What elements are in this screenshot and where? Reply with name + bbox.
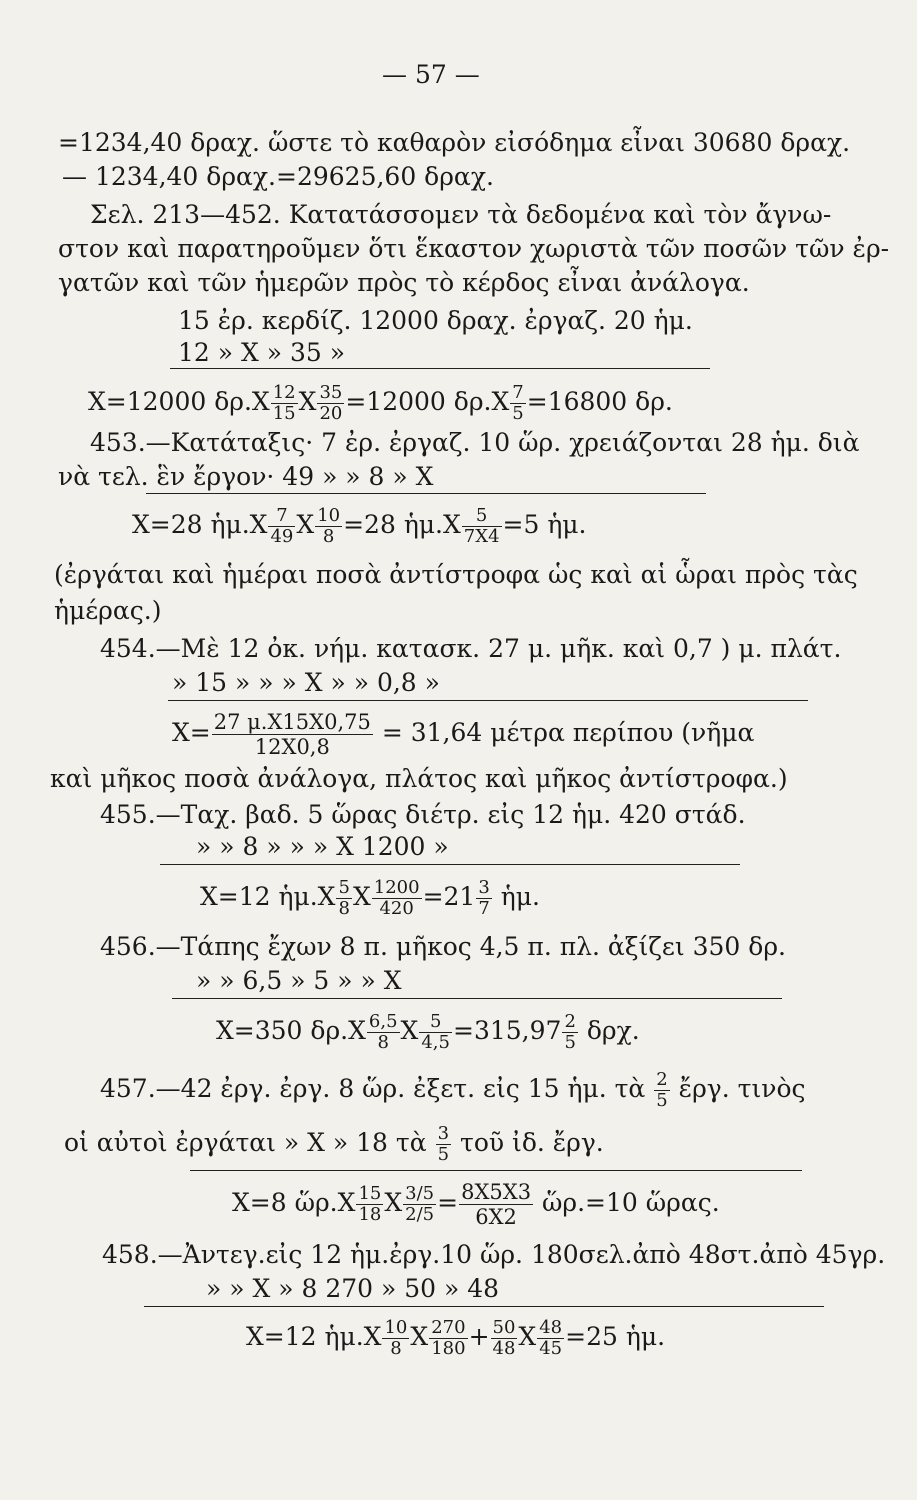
text-line: 12 » X » 35 »: [178, 338, 346, 367]
equation-456: X=350 δρ.X $\frac{6,5}{8}$ X $\frac{5}{4,5}$ =315,97 $\frac{2}{5}$ δρχ.: [216, 1011, 640, 1053]
text-line: 458.—Ἀντεγ.εἰς 12 ἡμ.ἐργ.10 ὥρ. 180σελ.ἀπὸ 48στ.ἀπὸ 45γρ.: [102, 1240, 886, 1269]
divider-rule: [168, 700, 808, 701]
text-line: οἱ αὐτοὶ ἐργάται » X » 18 τὰ $\frac{3}{5}$ τοῦ ἰδ. ἔργ.: [64, 1123, 604, 1165]
text-line: 15 ἐρ. κερδίζ. 12000 δραχ. ἐργαζ. 20 ἡμ.: [178, 306, 693, 335]
text-line: (ἐργάται καὶ ἡμέραι ποσὰ ἀντίστροφα ὡς καὶ αἱ ὧραι πρὸς τὰς: [54, 560, 858, 589]
equation-458: X=12 ἡμ.X $\frac{10}{8}$ X $\frac{270}{180}$ + $\frac{50}{48}$ X $\frac{48}{45}$ =25 ἡμ.: [246, 1317, 666, 1359]
page-number: — 57 —: [382, 60, 480, 89]
text-line-457: 457.—42 ἐργ. ἐργ. 8 ὥρ. ἐξετ. εἰς 15 ἡμ. τὰ $\frac{2}{5}$ ἔργ. τινὸς: [100, 1069, 806, 1111]
divider-rule: [160, 864, 740, 865]
text-line: γατῶν καὶ τῶν ἡμερῶν πρὸς τὸ κέρδος εἶναι ἀνάλογα.: [58, 268, 750, 297]
text-line: καὶ μῆκος ποσὰ ἀνάλογα, πλάτος καὶ μῆκος ἀντίστροφα.): [50, 764, 788, 793]
divider-rule: [190, 1170, 802, 1171]
equation-452: X=12000 δρ.X $\frac{12}{15}$ X $\frac{35}{20}$ =12000 δρ.X $\frac{7}{5}$ =16800 δρ.: [88, 382, 673, 424]
text-line: ἡμέρας.): [54, 596, 162, 625]
text-line: στον καὶ παρατηροῦμεν ὅτι ἕκαστον χωριστὰ τῶν ποσῶν τῶν ἐρ-: [58, 234, 890, 263]
equation-453: X=28 ἡμ.X $\frac{7}{49}$ X $\frac{10}{8}$ =28 ἡμ.X $\frac{5}{7X4}$ =5 ἡμ.: [132, 505, 587, 547]
text-line: » » X » 8 270 » 50 » 48: [206, 1274, 500, 1303]
text-line: =1234,40 δραχ. ὥστε τὸ καθαρὸν εἰσόδημα εἶναι 30680 δραχ.: [58, 128, 851, 157]
text-line: — 1234,40 δραχ.=29625,60 δραχ.: [62, 162, 494, 191]
text-line: 453.—Κατάταξις· 7 ἐρ. ἐργαζ. 10 ὥρ. χρειάζονται 28 ἡμ. διὰ: [90, 428, 860, 457]
text-line: » » 6,5 » 5 » » X: [196, 966, 402, 995]
divider-rule: [146, 493, 706, 494]
equation-455: X=12 ἡμ.X $\frac{5}{8}$ X $\frac{1200}{420}$ =21 $\frac{3}{7}$ ἡμ.: [200, 877, 540, 919]
text-line: » 15 » » » X » » 0,8 »: [172, 668, 440, 697]
text-line: 455.—Ταχ. βαδ. 5 ὥρας διέτρ. εἰς 12 ἡμ. 420 στάδ.: [100, 800, 746, 829]
divider-rule: [144, 1306, 824, 1307]
text-line: Σελ. 213—452. Κατατάσσομεν τὰ δεδομένα καὶ τὸν ἄγνω-: [90, 200, 832, 229]
text-line: » » 8 » » » X 1200 »: [196, 832, 449, 861]
text-line: νὰ τελ. ἓν ἔργον· 49 » » 8 » X: [58, 462, 434, 491]
divider-rule: [172, 998, 782, 999]
equation-457: X=8 ὥρ.X $\frac{15}{18}$ X $\frac{3/5}{2/5}$ = $\frac{8X5X3}{6X2}$ ὥρ.=10 ὥρας.: [232, 1180, 720, 1229]
equation-454: X= $\frac{27 \mu.X15X0,75}{12X0,8}$ = 31,64 μέτρα περίπου (νῆμα: [172, 710, 755, 759]
divider-rule: [170, 368, 710, 369]
text-line: 456.—Τάπης ἔχων 8 π. μῆκος 4,5 π. πλ. ἀξίζει 350 δρ.: [100, 932, 786, 961]
text-line: 454.—Μὲ 12 ὀκ. νήμ. κατασκ. 27 μ. μῆκ. καὶ 0,7 ) μ. πλάτ.: [100, 634, 842, 663]
